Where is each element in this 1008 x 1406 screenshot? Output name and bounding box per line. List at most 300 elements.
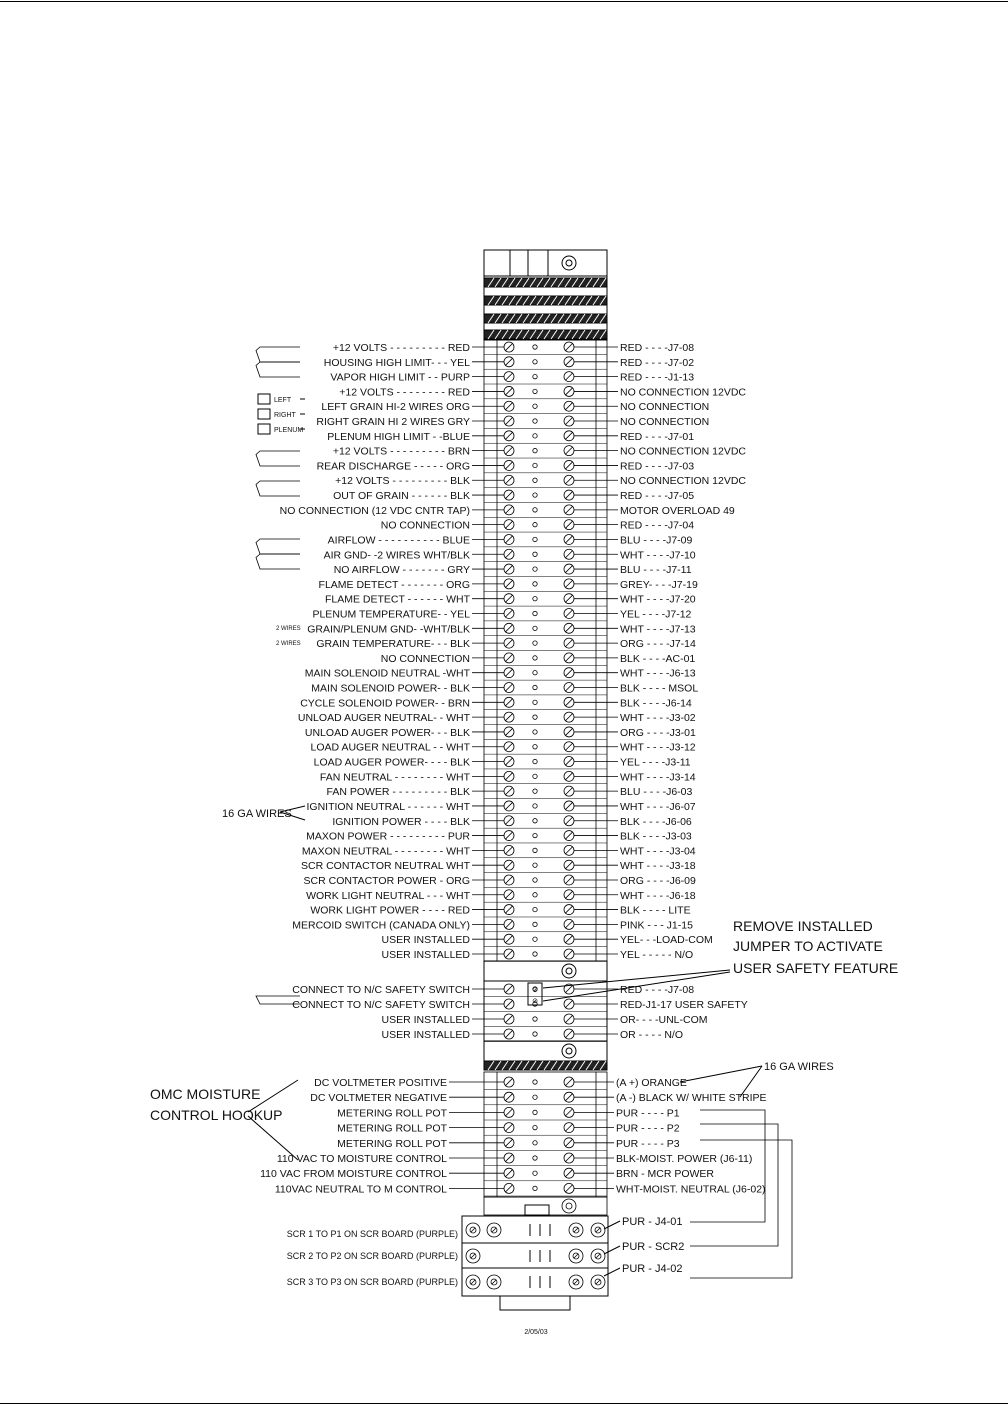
safety-left-label-1: CONNECT TO N/C SAFETY SWITCH — [292, 999, 470, 1011]
scr-right-label-0: PUR - J4-01 — [622, 1216, 683, 1228]
center-terminal — [533, 404, 537, 408]
safety-rows — [484, 984, 607, 1042]
screw-slot — [506, 536, 513, 543]
screw-slot — [566, 684, 573, 691]
screw-slot — [566, 1185, 573, 1192]
center-terminal — [533, 389, 537, 393]
right-label-8: RED - - - -J7-03 — [620, 460, 695, 473]
screw-slot — [506, 403, 513, 410]
screw-slot — [566, 921, 573, 928]
right-label-12: RED - - - -J7-04 — [620, 519, 695, 532]
screw-slot — [596, 1280, 600, 1284]
terminal-strip-lower-body — [484, 1072, 607, 1215]
screw-slot — [506, 373, 513, 380]
left-label-11: NO CONNECTION (12 VDC CNTR TAP) — [279, 504, 470, 517]
center-terminal — [533, 922, 537, 926]
safety-right-label-0: RED - - - -J7-08 — [620, 984, 695, 996]
moisture-right-label-7: WHT-MOIST. NEUTRAL (J6-02) — [616, 1183, 766, 1196]
screw-slot — [506, 891, 513, 898]
left-label-32: IGNITION POWER - - - - BLK — [332, 815, 470, 828]
center-terminal — [533, 374, 537, 378]
scr-right-label-2: PUR - J4-02 — [622, 1263, 683, 1275]
center-terminal — [533, 759, 537, 763]
left-label-30: FAN POWER - - - - - - - - - BLK — [326, 786, 470, 799]
screw-slot — [506, 358, 513, 365]
right-label-26: ORG - - - -J3-01 — [620, 726, 696, 739]
screw-slot — [506, 344, 513, 351]
screw-slot — [506, 1155, 513, 1162]
switch-symbol — [256, 362, 300, 377]
right-label-10: RED - - - -J7-05 — [620, 490, 695, 503]
left-label-33: MAXON POWER - - - - - - - - - PUR — [306, 830, 470, 843]
right-label-3: NO CONNECTION 12VDC — [620, 386, 747, 399]
moisture-right-labels — [574, 1077, 767, 1195]
left-wire-labels — [280, 342, 504, 961]
screw-slot — [506, 743, 513, 750]
center-terminal — [533, 789, 537, 793]
left-label-20: GRAIN TEMPERATURE- - - BLK — [316, 638, 470, 651]
center-terminal — [533, 1171, 537, 1175]
moisture-right-label-4: PUR - - - - P3 — [616, 1137, 680, 1150]
center-terminal — [533, 774, 537, 778]
right-label-25: WHT - - - -J3-02 — [620, 712, 696, 725]
scr-left-label-0: SCR 1 TO P1 ON SCR BOARD (PURPLE) — [286, 1229, 458, 1239]
screw-slot — [566, 802, 573, 809]
screw-slot — [566, 1155, 573, 1162]
right-label-14: WHT - - - -J7-10 — [620, 549, 696, 562]
screw-slot — [506, 684, 513, 691]
left-label-9: +12 VOLTS - - - - - - - - - BLK — [335, 475, 470, 488]
right-label-6: RED - - - -J7-01 — [620, 430, 695, 443]
hatched-bars-top — [484, 278, 607, 339]
moisture-right-label-5: BLK-MOIST. POWER (J6-11) — [616, 1153, 753, 1165]
center-terminal — [533, 641, 537, 645]
center-terminal — [533, 448, 537, 452]
jumper-note-line-1: REMOVE INSTALLED — [733, 918, 873, 934]
center-terminal — [533, 478, 537, 482]
scr-parts — [466, 1223, 605, 1289]
svg-text:⊘: ⊘ — [532, 998, 538, 1005]
screw-slot — [492, 1228, 496, 1232]
hatched-bars-bottom — [484, 1061, 607, 1070]
scr-left-labels — [287, 1229, 458, 1287]
left-label-31: IGNITION NEUTRAL - - - - - - WHT — [306, 800, 470, 813]
two-wires-0: 2 WIRES — [276, 626, 301, 632]
moisture-right-label-3: PUR - - - - P2 — [616, 1122, 680, 1135]
center-terminal — [533, 907, 537, 911]
screw-slot — [566, 832, 573, 839]
center-terminal — [533, 626, 537, 630]
switch-symbol — [256, 554, 300, 569]
left-label-35: SCR CONTACTOR NEUTRAL WHT — [301, 860, 470, 873]
screw-slot — [566, 862, 573, 869]
screw-slot — [566, 1001, 573, 1008]
right-wire-labels — [574, 342, 746, 961]
screw-slot — [506, 832, 513, 839]
screw-slot — [506, 388, 513, 395]
center-terminal — [533, 700, 537, 704]
center-terminal — [533, 508, 537, 512]
center-terminal — [533, 567, 537, 571]
moisture-right-label-0: (A +) ORANGE — [616, 1077, 687, 1089]
screw-slot — [566, 986, 573, 993]
screw-slot — [506, 921, 513, 928]
screw-slot — [506, 669, 513, 676]
left-label-25: UNLOAD AUGER NEUTRAL- - WHT — [297, 712, 470, 725]
screw-slot — [566, 1016, 573, 1023]
right-label-23: BLK - - - - MSOL — [620, 682, 699, 695]
center-terminal — [533, 1032, 537, 1036]
screw-slot — [566, 876, 573, 883]
center-terminal — [533, 463, 537, 467]
omc-label — [150, 1080, 298, 1160]
screw-slot — [566, 492, 573, 499]
safety-right-label-2: OR- - - -UNL-COM — [620, 1014, 708, 1026]
screw-slot — [506, 699, 513, 706]
screw-slot — [566, 1139, 573, 1146]
screw-slot — [506, 1094, 513, 1101]
screw-slot — [506, 492, 513, 499]
jumper — [528, 983, 542, 1005]
moisture-right-label-1: (A -) BLACK W/ WHITE STRIPE — [616, 1092, 767, 1105]
screw-slot — [566, 847, 573, 854]
left-label-22: MAIN SOLENOID NEUTRAL -WHT — [304, 667, 470, 680]
screw-slot — [506, 758, 513, 765]
date-stamp: 2/05/03 — [524, 1329, 548, 1336]
left-label-24: CYCLE SOLENOID POWER- - BRN — [300, 697, 470, 710]
left-label-19: GRAIN/PLENUM GND- -WHT/BLK — [307, 623, 470, 636]
screw-slot — [506, 1031, 513, 1038]
screw-slot — [596, 1228, 600, 1232]
scr-terminal-block — [462, 1205, 608, 1310]
screw-slot — [566, 536, 573, 543]
center-terminal — [533, 1080, 537, 1084]
screw-slot — [566, 1079, 573, 1086]
left-label-8: REAR DISCHARGE - - - - - ORG — [316, 460, 470, 473]
left-label-41: USER INSTALLED — [381, 949, 470, 961]
center-terminal — [533, 1156, 537, 1160]
screw-slot — [566, 1124, 573, 1131]
center-terminal — [533, 863, 537, 867]
screw-slot — [566, 610, 573, 617]
safety-right-label-1: RED-J1-17 USER SAFETY — [620, 999, 748, 1011]
screw-slot — [506, 728, 513, 735]
screw-slot — [506, 506, 513, 513]
right-label-2: RED - - - -J1-13 — [620, 371, 695, 384]
left-label-16: FLAME DETECT - - - - - - - ORG — [318, 578, 470, 591]
center-terminal — [533, 833, 537, 837]
scr-right-leader — [604, 1246, 620, 1254]
screw-slot — [506, 951, 513, 958]
left-label-23: MAIN SOLENOID POWER- - BLK — [311, 682, 470, 695]
right-label-13: BLU - - - -J7-09 — [620, 534, 693, 547]
moisture-left-label-6: 110 VAC FROM MOISTURE CONTROL — [260, 1168, 447, 1181]
screw-slot — [566, 358, 573, 365]
screw-slot — [506, 595, 513, 602]
screw-slot — [506, 551, 513, 558]
screw-slot — [506, 1139, 513, 1146]
screw-slot — [566, 906, 573, 913]
screw-slot — [506, 640, 513, 647]
left-label-40: USER INSTALLED — [381, 934, 470, 947]
left-label-34: MAXON NEUTRAL - - - - - - - - WHT — [301, 845, 470, 858]
left-label-7: +12 VOLTS - - - - - - - - - BRN — [332, 445, 470, 458]
omc-label-line-1: OMC MOISTURE — [150, 1086, 261, 1102]
sensor-switch-symbols — [256, 347, 305, 1004]
left-label-14: AIR GND- -2 WIRES WHT/BLK — [323, 549, 470, 562]
screw-slot — [506, 1001, 513, 1008]
moisture-left-label-5: 110 VAC TO MOISTURE CONTROL — [276, 1153, 447, 1165]
screw-slot — [506, 418, 513, 425]
center-terminal — [533, 656, 537, 660]
screw-slot — [506, 1079, 513, 1086]
right-label-32: BLK - - - -J6-06 — [620, 815, 692, 828]
screw-slot — [566, 432, 573, 439]
moisture-right-label-2: PUR - - - - P1 — [616, 1107, 680, 1120]
svg-text:⊘: ⊘ — [532, 987, 538, 994]
screw-slot — [506, 1016, 513, 1023]
center-terminal — [533, 1017, 537, 1021]
screw-slot — [566, 788, 573, 795]
terminal-strip-top — [484, 250, 607, 340]
safety-left-label-3: USER INSTALLED — [381, 1029, 470, 1041]
sensor-tag-plenum: PLENUM — [274, 427, 304, 434]
screw-slot — [471, 1254, 475, 1258]
left-label-38: WORK LIGHT POWER - - - - RED — [310, 904, 470, 917]
right-label-19: WHT - - - -J7-13 — [620, 623, 696, 636]
right-label-39: PINK - - - J1-15 — [620, 919, 693, 932]
center-terminal — [533, 596, 537, 600]
screw-slot — [471, 1280, 475, 1284]
right-label-31: WHT - - - -J6-07 — [620, 800, 696, 813]
screw-slot — [566, 1031, 573, 1038]
left-label-0: +12 VOLTS - - - - - - - - - RED — [332, 342, 470, 354]
screw-slot — [566, 595, 573, 602]
center-terminal — [533, 671, 537, 675]
screw-slot — [566, 817, 573, 824]
screw-slot — [574, 1254, 578, 1258]
moisture-left-label-3: METERING ROLL POT — [337, 1122, 447, 1135]
right-label-38: BLK - - - - LITE — [620, 904, 691, 917]
safety-left-labels — [292, 984, 504, 1041]
right-label-18: YEL - - - -J7-12 — [620, 608, 692, 621]
ga-wires-left-note — [222, 806, 305, 820]
right-label-28: YEL - - - -J3-11 — [620, 756, 691, 769]
switch-symbol — [256, 539, 300, 554]
two-wires-1: 2 WIRES — [276, 641, 301, 647]
sensor-tag-left: LEFT — [274, 397, 292, 404]
right-label-0: RED - - - -J7-08 — [620, 342, 695, 354]
center-terminal — [533, 493, 537, 497]
screw-slot — [506, 432, 513, 439]
screw-slot — [506, 847, 513, 854]
right-label-5: NO CONNECTION — [620, 416, 710, 429]
left-label-37: WORK LIGHT NEUTRAL - - - WHT — [306, 889, 470, 902]
right-label-15: BLU - - - -J7-11 — [620, 564, 692, 577]
center-terminal — [533, 360, 537, 364]
screw-slot — [566, 625, 573, 632]
right-label-16: GREY- - - -J7-19 — [620, 578, 698, 591]
center-terminal — [533, 552, 537, 556]
right-label-34: WHT - - - -J3-04 — [620, 845, 696, 858]
screw-slot — [506, 447, 513, 454]
right-label-20: ORG - - - -J7-14 — [620, 638, 696, 651]
omc-label-line-2: CONTROL HOOKUP — [150, 1107, 283, 1123]
terminal-strip-middle-cap — [484, 961, 607, 1061]
left-label-3: +12 VOLTS - - - - - - - - RED — [339, 386, 470, 399]
screw-slot — [574, 1280, 578, 1284]
screw-slot — [506, 862, 513, 869]
center-terminal — [533, 937, 537, 941]
screw-slot — [566, 714, 573, 721]
left-label-27: LOAD AUGER NEUTRAL - - WHT — [310, 741, 470, 754]
screw-slot — [506, 986, 513, 993]
left-label-28: LOAD AUGER POWER- - - - BLK — [313, 756, 470, 769]
screw-slot — [566, 654, 573, 661]
screw-slot — [566, 699, 573, 706]
screw-slot — [566, 551, 573, 558]
right-label-7: NO CONNECTION 12VDC — [620, 445, 747, 458]
center-terminal — [533, 1095, 537, 1099]
scr-right-leader — [604, 1268, 620, 1276]
right-label-4: NO CONNECTION — [620, 401, 710, 414]
moisture-left-label-0: DC VOLTMETER POSITIVE — [314, 1077, 447, 1089]
terminal-rows — [484, 342, 607, 961]
screw-slot — [566, 344, 573, 351]
screw-slot — [566, 521, 573, 528]
center-terminal — [533, 893, 537, 897]
sensor-box — [258, 409, 270, 419]
moisture-left-labels — [260, 1077, 504, 1195]
moisture-left-label-2: METERING ROLL POT — [337, 1107, 447, 1120]
center-terminal — [533, 611, 537, 615]
screw-slot — [566, 1109, 573, 1116]
left-label-12: NO CONNECTION — [380, 519, 470, 532]
scr-right-label-1: PUR - SCR2 — [622, 1241, 685, 1253]
left-label-13: AIRFLOW - - - - - - - - - - BLUE — [327, 534, 470, 547]
screw-slot — [506, 802, 513, 809]
center-terminal — [533, 434, 537, 438]
moisture-left-label-4: METERING ROLL POT — [337, 1137, 447, 1150]
right-label-27: WHT - - - -J3-12 — [620, 741, 696, 754]
screw-slot — [566, 462, 573, 469]
left-label-15: NO AIRFLOW - - - - - - - GRY — [333, 564, 470, 577]
screw-slot — [506, 1170, 513, 1177]
screw-slot — [506, 521, 513, 528]
moisture-left-label-1: DC VOLTMETER NEGATIVE — [310, 1092, 447, 1105]
moisture-right-label-6: BRN - MCR POWER — [616, 1168, 714, 1181]
left-label-4: LEFT GRAIN HI-2 WIRES ORG — [321, 401, 470, 414]
left-label-36: SCR CONTACTOR POWER - ORG — [303, 874, 470, 887]
switch-symbol — [256, 451, 300, 466]
left-label-5: RIGHT GRAIN HI 2 WIRES GRY — [316, 416, 470, 429]
screw-slot — [566, 403, 573, 410]
screw-slot — [566, 743, 573, 750]
left-label-18: PLENUM TEMPERATURE- - YEL — [312, 608, 470, 621]
right-label-17: WHT - - - -J7-20 — [620, 593, 696, 606]
screw-slot — [566, 373, 573, 380]
center-terminal — [533, 419, 537, 423]
right-label-22: WHT - - - -J6-13 — [620, 667, 696, 680]
sensor-box — [258, 424, 270, 434]
scr-left-label-1: SCR 2 TO P2 ON SCR BOARD (PURPLE) — [286, 1251, 458, 1261]
safety-right-label-3: OR - - - - N/O — [620, 1029, 683, 1041]
center-terminal — [533, 730, 537, 734]
center-terminal — [533, 685, 537, 689]
left-label-17: FLAME DETECT - - - - - - WHT — [324, 593, 470, 606]
screw-slot — [566, 669, 573, 676]
screw-slot — [506, 477, 513, 484]
left-label-2: VAPOR HIGH LIMIT - - PURP — [330, 371, 470, 384]
right-label-40: YEL- - -LOAD-COM — [620, 934, 713, 947]
screw-slot — [574, 1228, 578, 1232]
scr-left-label-2: SCR 3 TO P3 ON SCR BOARD (PURPLE) — [286, 1277, 458, 1287]
screw-slot — [566, 891, 573, 898]
jumper-note-line-2: JUMPER TO ACTIVATE — [733, 938, 883, 954]
right-label-1: RED - - - -J7-02 — [620, 356, 695, 369]
screw-slot — [506, 817, 513, 824]
center-terminal — [533, 804, 537, 808]
screw-slot — [566, 447, 573, 454]
center-terminal — [533, 878, 537, 882]
screw-slot — [506, 714, 513, 721]
screw-slot — [506, 1109, 513, 1116]
jumper-note-line-3: USER SAFETY FEATURE — [733, 960, 899, 976]
switch-symbol — [256, 347, 300, 362]
right-label-21: BLK - - - -AC-01 — [620, 652, 696, 665]
screw-slot — [506, 876, 513, 883]
right-label-29: WHT - - - -J3-14 — [620, 771, 696, 784]
ga-wires-left-text: 16 GA WIRES — [222, 808, 292, 820]
right-label-11: MOTOR OVERLOAD 49 — [620, 504, 735, 517]
scr-right-leader — [604, 1221, 620, 1229]
screw-slot — [506, 1124, 513, 1131]
switch-symbol — [256, 481, 300, 496]
screw-slot — [566, 640, 573, 647]
left-label-21: NO CONNECTION — [380, 652, 470, 665]
left-label-6: PLENUM HIGH LIMIT - -BLUE — [327, 430, 470, 443]
screw-slot — [506, 936, 513, 943]
right-label-41: YEL - - - - - N/O — [620, 949, 694, 961]
screw-slot — [566, 951, 573, 958]
screw-slot — [506, 625, 513, 632]
center-terminal — [533, 1141, 537, 1145]
safety-left-label-0: CONNECT TO N/C SAFETY SWITCH — [292, 984, 470, 996]
right-label-30: BLU - - - -J6-03 — [620, 786, 693, 799]
moisture-left-label-7: 110VAC NEUTRAL TO M CONTROL — [274, 1183, 447, 1196]
screw-slot — [566, 580, 573, 587]
moisture-rows — [484, 1077, 607, 1196]
sensor-box — [258, 394, 270, 404]
ga-wires-right-text: 16 GA WIRES — [764, 1061, 834, 1073]
screw-slot — [506, 906, 513, 913]
screw-slot — [566, 758, 573, 765]
screw-slot — [566, 477, 573, 484]
screw-slot — [506, 610, 513, 617]
right-label-33: BLK - - - -J3-03 — [620, 830, 692, 843]
left-label-10: OUT OF GRAIN - - - - - - BLK — [333, 490, 470, 503]
screw-slot — [566, 506, 573, 513]
pot-route-1 — [690, 1110, 765, 1222]
screw-slot — [566, 418, 573, 425]
screw-slot — [566, 728, 573, 735]
center-terminal — [533, 1186, 537, 1190]
screw-slot — [566, 388, 573, 395]
center-terminal — [533, 819, 537, 823]
screw-slot — [566, 936, 573, 943]
center-terminal — [533, 1125, 537, 1129]
screw-slot — [506, 1185, 513, 1192]
